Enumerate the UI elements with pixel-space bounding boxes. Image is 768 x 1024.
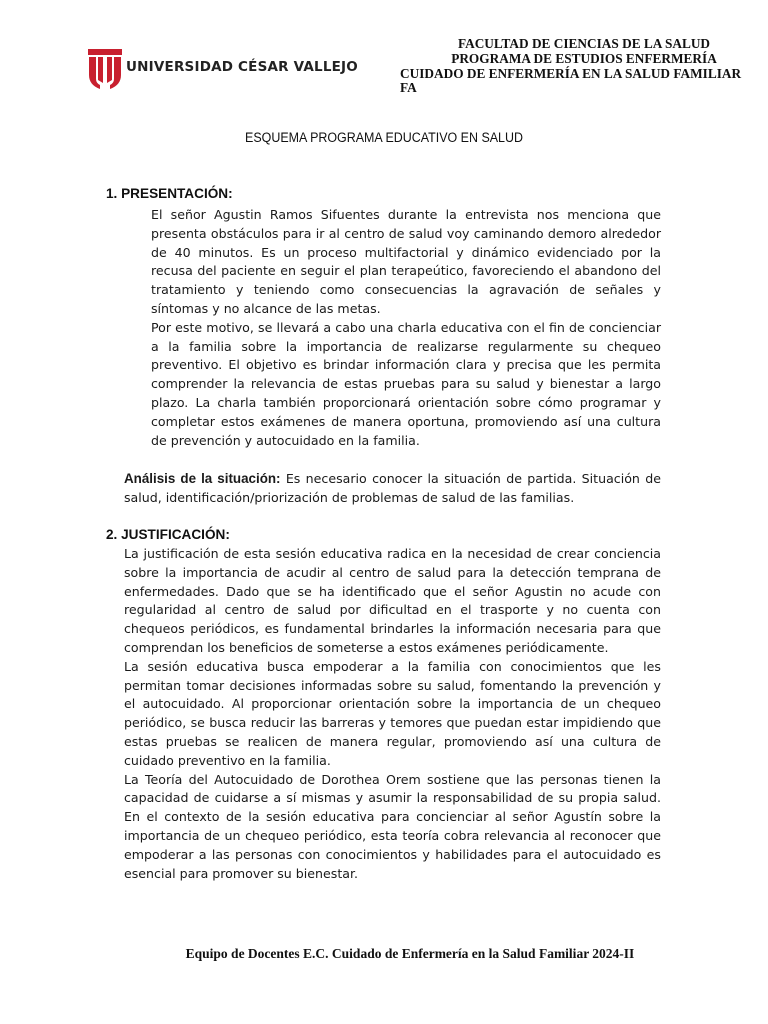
course-name: CUIDADO DE ENFERMERÍA EN LA SALUD FAMILIAR <box>400 65 742 81</box>
paragraph: El señor Agustin Ramos Sifuentes durante la entrevista nos menciona que presenta obstáculos para ir al centro de salud voy caminando demoro alrededor de 40 minutos. Es un proceso multifactorial y dinámico evidenciado por la recusa del paciente en seguir el plan terapeútico, favoreciendo el abandono del tratamiento y teniendo como consecuencias la agravación de señales y síntomas y no alcance de las metas. <box>151 207 661 316</box>
course-name-continued: FA <box>400 80 417 96</box>
presentacion-body <box>151 206 661 450</box>
paragraph: La Teoría del Autocuidado de Dorothea Orem sostiene que las personas tienen la capacidad de cuidarse a sí mismas y asumir la responsabilidad de su propia salud. En el contexto de la sesión educativa para concienciar al señor Agustín sobre la importancia de un chequeo periódico, esta teoría cobra relevancia al reconocer que empoderar a las personas con conocimientos y habilidades para el autocuidado es esencial para promover su bienestar. <box>124 771 661 881</box>
faculty-name: FACULTAD DE CIENCIAS DE LA SALUD <box>457 36 711 51</box>
analysis-text: Es necesario conocer la situación de partida. Situación de salud, identificación/priorización de problemas de salud de las familias. <box>124 471 661 505</box>
paragraph: La justificación de esta sesión educativa radica en la necesidad de crear conciencia sobre la importancia de acudir al centro de salud para la detección temprana de enfermedades. Dado que se ha identificado que el señor Agustin no acude con regularidad al centro de salud por dificultad en el trasporte y no cuenta con chequeos periódicos, es fundamental brindarles la información necesaria para que comprendan los beneficios de someterse a estos exámenes periódicamente. <box>124 546 661 655</box>
university-logo <box>88 47 358 91</box>
paragraph: La sesión educativa busca empoderar a la familia con conocimientos que les permitan tomar decisiones informadas sobre su salud, fomentando la prevención y el autocuidado. Al proporcionar orientación sobre la importancia de un chequeo periódico, se busca reducir las barreras y temores que puedan estar impidiendo que estas pruebas se realicen de manera regular, promoviendo así una cultura de cuidado preventivo en la familia. <box>124 658 661 768</box>
paragraph: Por este motivo, se llevará a cabo una charla educativa con el fin de concienciar a la familia sobre la importancia de realizarse regularmente su chequeo preventivo. El objetivo es brindar información clara y precisa que les permita comprender la relevancia de estas pruebas para su salud y bienestar a largo plazo. La charla también proporcionará orientación sobre cómo programar y completar estos exámenes de manera oportuna, promoviendo así una cultura de prevención y autocuidado en la familia. <box>151 319 661 448</box>
section-heading-presentacion: 1. PRESENTACIÓN: <box>106 186 233 201</box>
document-title: ESQUEMA PROGRAMA EDUCATIVO EN SALUD <box>245 130 523 145</box>
header-institution <box>400 37 768 96</box>
justificacion-body <box>124 545 661 883</box>
analysis-paragraph <box>124 470 661 508</box>
ucv-shield-icon <box>88 47 122 91</box>
page-footer: Equipo de Docentes E.C. Cuidado de Enfermería en la Salud Familiar 2024-II <box>185 946 635 961</box>
section-heading-justificacion: 2. JUSTIFICACIÓN: <box>106 527 230 542</box>
logo-text: UNIVERSIDAD CÉSAR VALLEJO <box>126 59 358 75</box>
analysis-label: Análisis de la situación: <box>124 471 281 486</box>
program-name: PROGRAMA DE ESTUDIOS ENFERMERÍA <box>451 50 717 66</box>
